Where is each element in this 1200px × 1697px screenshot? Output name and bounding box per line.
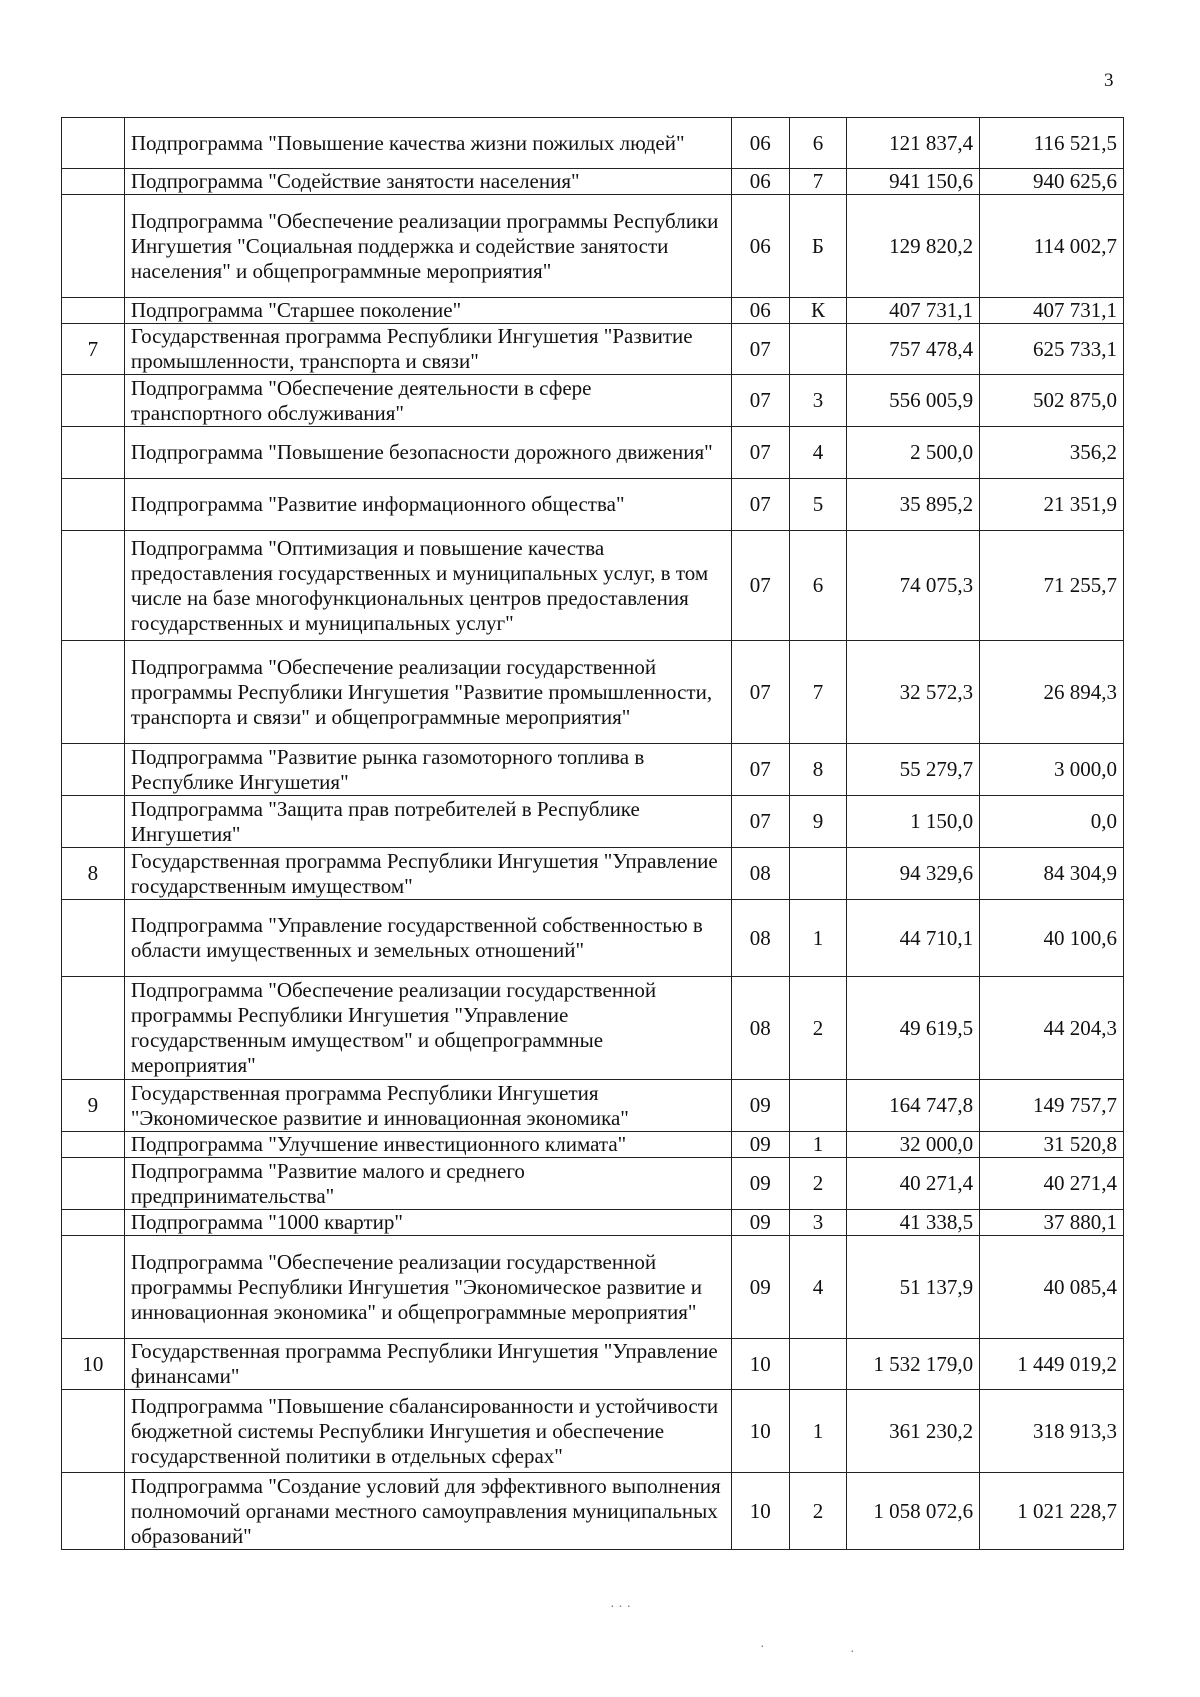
executed-amount-cell: 625 733,1 — [980, 324, 1124, 375]
program-code-cell: 07 — [731, 796, 789, 848]
program-name-cell: Государственная программа Республики Ингушетия "Управление государственным имуществом" — [124, 848, 731, 900]
program-code-cell: 10 — [731, 1339, 789, 1390]
table-row — [62, 118, 1124, 169]
program-code-cell: 07 — [731, 375, 789, 427]
row-number-cell — [62, 1473, 125, 1550]
row-number-cell — [62, 900, 125, 977]
program-code-cell: 07 — [731, 427, 789, 479]
program-name-cell: Подпрограмма "Обеспечение реализации государственной программы Республики Ингушетия "Управление государственным имуществом" и общепрограммные мероприятия" — [124, 977, 731, 1080]
program-name-cell: Подпрограмма "Повышение сбалансированности и устойчивости бюджетной системы Республики Ингушетия и обеспечение государственной политики в отдельных сферах" — [124, 1390, 731, 1473]
row-number-cell — [62, 1158, 125, 1210]
planned-amount-cell: 164 747,8 — [847, 1080, 980, 1132]
row-number-cell — [62, 118, 125, 169]
subprogram-code-cell: 9 — [789, 796, 847, 848]
table-row — [62, 298, 1124, 324]
row-number-cell — [62, 1132, 125, 1158]
program-code-cell: 06 — [731, 195, 789, 298]
planned-amount-cell: 941 150,6 — [847, 169, 980, 195]
table-row — [62, 900, 1124, 977]
row-number-cell — [62, 1210, 125, 1236]
table-row — [62, 375, 1124, 427]
subprogram-code-cell: 2 — [789, 1158, 847, 1210]
executed-amount-cell: 318 913,3 — [980, 1390, 1124, 1473]
planned-amount-cell: 94 329,6 — [847, 848, 980, 900]
planned-amount-cell: 407 731,1 — [847, 298, 980, 324]
planned-amount-cell: 1 150,0 — [847, 796, 980, 848]
table-row — [62, 641, 1124, 744]
table-row — [62, 744, 1124, 796]
table-row — [62, 531, 1124, 641]
executed-amount-cell: 502 875,0 — [980, 375, 1124, 427]
executed-amount-cell: 356,2 — [980, 427, 1124, 479]
table-row — [62, 1158, 1124, 1210]
row-number-cell: 9 — [62, 1080, 125, 1132]
planned-amount-cell: 49 619,5 — [847, 977, 980, 1080]
executed-amount-cell: 116 521,5 — [980, 118, 1124, 169]
executed-amount-cell: 940 625,6 — [980, 169, 1124, 195]
program-code-cell: 09 — [731, 1080, 789, 1132]
program-code-cell: 06 — [731, 169, 789, 195]
planned-amount-cell: 2 500,0 — [847, 427, 980, 479]
program-code-cell: 09 — [731, 1210, 789, 1236]
executed-amount-cell: 37 880,1 — [980, 1210, 1124, 1236]
program-code-cell: 10 — [731, 1473, 789, 1550]
planned-amount-cell: 1 058 072,6 — [847, 1473, 980, 1550]
table-row — [62, 1236, 1124, 1339]
executed-amount-cell: 114 002,7 — [980, 195, 1124, 298]
program-code-cell: 06 — [731, 298, 789, 324]
subprogram-code-cell: 6 — [789, 118, 847, 169]
subprogram-code-cell: 4 — [789, 1236, 847, 1339]
program-code-cell: 07 — [731, 744, 789, 796]
executed-amount-cell: 1 021 228,7 — [980, 1473, 1124, 1550]
row-number-cell — [62, 744, 125, 796]
row-number-cell — [62, 195, 125, 298]
program-name-cell: Подпрограмма "Обеспечение деятельности в сфере транспортного обслуживания" — [124, 375, 731, 427]
subprogram-code-cell: 1 — [789, 1132, 847, 1158]
planned-amount-cell: 40 271,4 — [847, 1158, 980, 1210]
subprogram-code-cell: К — [789, 298, 847, 324]
subprogram-code-cell: 7 — [789, 641, 847, 744]
row-number-cell — [62, 1236, 125, 1339]
executed-amount-cell: 0,0 — [980, 796, 1124, 848]
subprogram-code-cell: 4 — [789, 427, 847, 479]
row-number-cell — [62, 977, 125, 1080]
subprogram-code-cell — [789, 1080, 847, 1132]
planned-amount-cell: 32 000,0 — [847, 1132, 980, 1158]
planned-amount-cell: 32 572,3 — [847, 641, 980, 744]
program-name-cell: Подпрограмма "Создание условий для эффективного выполнения полномочий органами местного самоуправления муниципальных образований" — [124, 1473, 731, 1550]
planned-amount-cell: 35 895,2 — [847, 479, 980, 531]
table-row — [62, 169, 1124, 195]
planned-amount-cell: 361 230,2 — [847, 1390, 980, 1473]
planned-amount-cell: 51 137,9 — [847, 1236, 980, 1339]
program-code-cell: 07 — [731, 324, 789, 375]
executed-amount-cell: 40 085,4 — [980, 1236, 1124, 1339]
table-row — [62, 1080, 1124, 1132]
program-code-cell: 06 — [731, 118, 789, 169]
program-name-cell: Подпрограмма "Обеспечение реализации программы Республики Ингушетия "Социальная поддержка и содействие занятости населения" и общепрограммные мероприятия" — [124, 195, 731, 298]
program-code-cell: 09 — [731, 1236, 789, 1339]
planned-amount-cell: 74 075,3 — [847, 531, 980, 641]
planned-amount-cell: 129 820,2 — [847, 195, 980, 298]
row-number-cell — [62, 1390, 125, 1473]
executed-amount-cell: 40 100,6 — [980, 900, 1124, 977]
row-number-cell — [62, 796, 125, 848]
program-name-cell: Подпрограмма "Обеспечение реализации государственной программы Республики Ингушетия "Экономическое развитие и инновационная экономика" и общепрограммные мероприятия" — [124, 1236, 731, 1339]
table-row — [62, 479, 1124, 531]
executed-amount-cell: 44 204,3 — [980, 977, 1124, 1080]
program-name-cell: Государственная программа Республики Ингушетия "Экономическое развитие и инновационная экономика" — [124, 1080, 731, 1132]
row-number-cell — [62, 531, 125, 641]
program-name-cell: Подпрограмма "1000 квартир" — [124, 1210, 731, 1236]
program-name-cell: Подпрограмма "Содействие занятости населения" — [124, 169, 731, 195]
subprogram-code-cell — [789, 1339, 847, 1390]
scan-artifact: · · · — [610, 1600, 631, 1615]
program-code-cell: 07 — [731, 531, 789, 641]
table-row — [62, 324, 1124, 375]
row-number-cell — [62, 298, 125, 324]
executed-amount-cell: 40 271,4 — [980, 1158, 1124, 1210]
table-row — [62, 796, 1124, 848]
planned-amount-cell: 44 710,1 — [847, 900, 980, 977]
row-number-cell: 8 — [62, 848, 125, 900]
subprogram-code-cell: Б — [789, 195, 847, 298]
subprogram-code-cell: 3 — [789, 1210, 847, 1236]
executed-amount-cell: 21 351,9 — [980, 479, 1124, 531]
scan-artifact: · — [850, 1645, 855, 1660]
program-name-cell: Подпрограмма "Оптимизация и повышение качества предоставления государственных и муниципальных услуг, в том числе на базе многофункциональных центров предоставления государственных и муниципальных услуг" — [124, 531, 731, 641]
planned-amount-cell: 556 005,9 — [847, 375, 980, 427]
executed-amount-cell: 84 304,9 — [980, 848, 1124, 900]
executed-amount-cell: 149 757,7 — [980, 1080, 1124, 1132]
table-row — [62, 1210, 1124, 1236]
planned-amount-cell: 121 837,4 — [847, 118, 980, 169]
table-row — [62, 1339, 1124, 1390]
row-number-cell — [62, 169, 125, 195]
row-number-cell — [62, 479, 125, 531]
program-name-cell: Подпрограмма "Развитие малого и среднего предпринимательства" — [124, 1158, 731, 1210]
program-name-cell: Подпрограмма "Защита прав потребителей в Республике Ингушетия" — [124, 796, 731, 848]
row-number-cell: 10 — [62, 1339, 125, 1390]
program-name-cell: Подпрограмма "Повышение безопасности дорожного движения" — [124, 427, 731, 479]
table-row — [62, 977, 1124, 1080]
program-name-cell: Подпрограмма "Обеспечение реализации государственной программы Республики Ингушетия "Развитие промышленности, транспорта и связи" и общепрограммные мероприятия" — [124, 641, 731, 744]
program-code-cell: 07 — [731, 641, 789, 744]
subprogram-code-cell — [789, 848, 847, 900]
program-code-cell: 09 — [731, 1158, 789, 1210]
program-name-cell: Подпрограмма "Старшее поколение" — [124, 298, 731, 324]
row-number-cell — [62, 375, 125, 427]
budget-table — [61, 117, 1124, 1550]
subprogram-code-cell: 1 — [789, 900, 847, 977]
program-code-cell: 08 — [731, 977, 789, 1080]
subprogram-code-cell: 5 — [789, 479, 847, 531]
planned-amount-cell: 1 532 179,0 — [847, 1339, 980, 1390]
executed-amount-cell: 1 449 019,2 — [980, 1339, 1124, 1390]
page-number: 3 — [1104, 70, 1114, 91]
program-name-cell: Подпрограмма "Улучшение инвестиционного климата" — [124, 1132, 731, 1158]
planned-amount-cell: 41 338,5 — [847, 1210, 980, 1236]
row-number-cell — [62, 427, 125, 479]
subprogram-code-cell: 7 — [789, 169, 847, 195]
subprogram-code-cell: 2 — [789, 977, 847, 1080]
program-name-cell: Подпрограмма "Управление государственной собственностью в области имущественных и земельных отношений" — [124, 900, 731, 977]
program-name-cell: Подпрограмма "Повышение качества жизни пожилых людей" — [124, 118, 731, 169]
executed-amount-cell: 71 255,7 — [980, 531, 1124, 641]
table-row — [62, 1390, 1124, 1473]
program-name-cell: Государственная программа Республики Ингушетия "Развитие промышленности, транспорта и связи" — [124, 324, 731, 375]
program-code-cell: 07 — [731, 479, 789, 531]
row-number-cell — [62, 641, 125, 744]
table-row — [62, 427, 1124, 479]
program-code-cell: 08 — [731, 900, 789, 977]
program-code-cell: 08 — [731, 848, 789, 900]
program-code-cell: 10 — [731, 1390, 789, 1473]
table-row — [62, 1132, 1124, 1158]
subprogram-code-cell: 3 — [789, 375, 847, 427]
table-row — [62, 1473, 1124, 1550]
subprogram-code-cell: 6 — [789, 531, 847, 641]
planned-amount-cell: 55 279,7 — [847, 744, 980, 796]
program-name-cell: Государственная программа Республики Ингушетия "Управление финансами" — [124, 1339, 731, 1390]
executed-amount-cell: 31 520,8 — [980, 1132, 1124, 1158]
scan-artifact: · — [760, 1640, 765, 1655]
table-row — [62, 195, 1124, 298]
table-row — [62, 848, 1124, 900]
program-name-cell: Подпрограмма "Развитие рынка газомоторного топлива в Республике Ингушетия" — [124, 744, 731, 796]
program-name-cell: Подпрограмма "Развитие информационного общества" — [124, 479, 731, 531]
subprogram-code-cell: 1 — [789, 1390, 847, 1473]
subprogram-code-cell: 8 — [789, 744, 847, 796]
budget-table-body — [62, 118, 1124, 1550]
executed-amount-cell: 26 894,3 — [980, 641, 1124, 744]
planned-amount-cell: 757 478,4 — [847, 324, 980, 375]
program-code-cell: 09 — [731, 1132, 789, 1158]
executed-amount-cell: 3 000,0 — [980, 744, 1124, 796]
row-number-cell: 7 — [62, 324, 125, 375]
subprogram-code-cell: 2 — [789, 1473, 847, 1550]
executed-amount-cell: 407 731,1 — [980, 298, 1124, 324]
subprogram-code-cell — [789, 324, 847, 375]
